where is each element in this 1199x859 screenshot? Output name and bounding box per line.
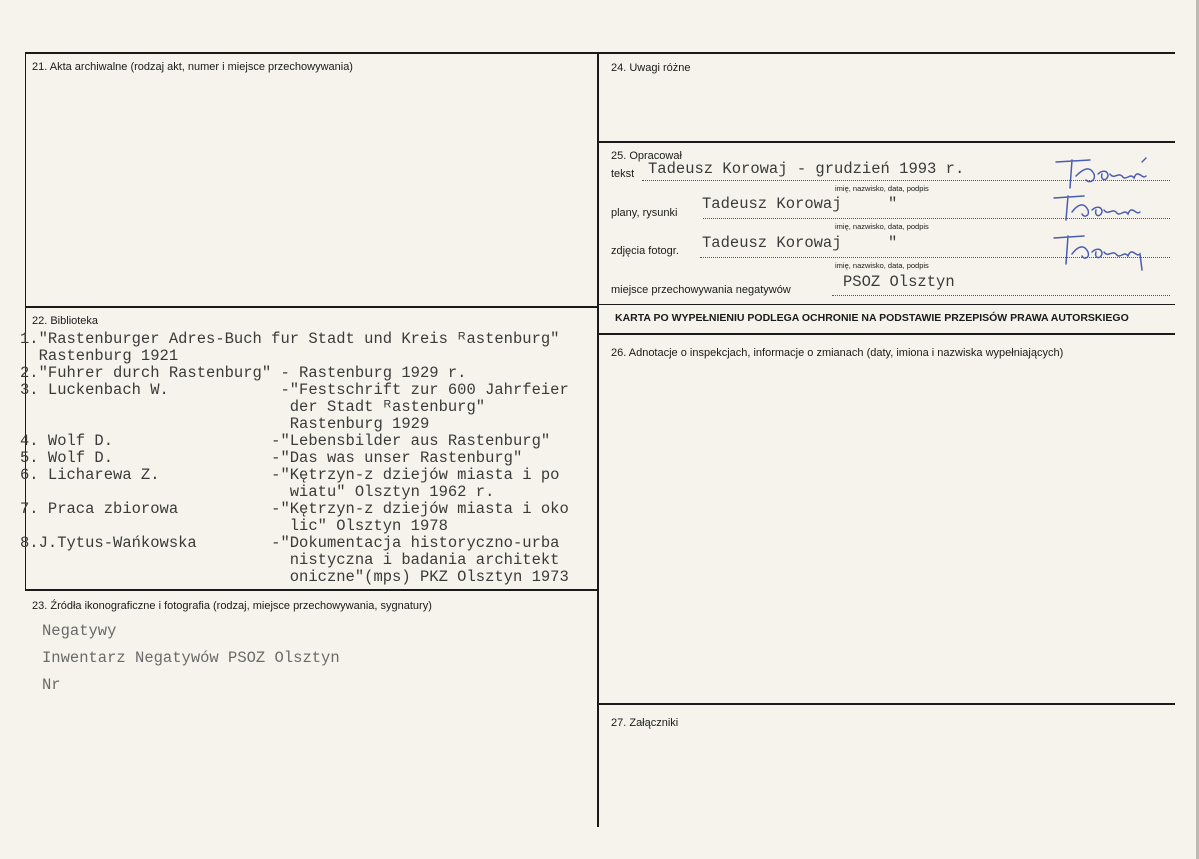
- library-entry-line: oniczne"(mps) PKZ Olsztyn 1973: [20, 568, 569, 586]
- library-entry-line: 8.J.Tytus-Wańkowska -"Dokumentacja historyczno-urba: [20, 534, 560, 552]
- section-24-label: 24. Uwagi różne: [611, 62, 691, 74]
- negatives-location-label: miejsce przechowywania negatywów: [611, 284, 791, 296]
- plany-caption: imię, nazwisko, data, podpis: [835, 222, 929, 231]
- library-entry-line: wiatu" Olsztyn 1962 r.: [20, 483, 495, 501]
- zdjecia-value: Tadeusz Korowaj ": [702, 234, 898, 252]
- signature-zdjecia: [1048, 228, 1148, 274]
- plany-value: Tadeusz Korowaj ": [702, 195, 898, 213]
- section-23-label: 23. Źródła ikonograficzne i fotografia (rodzaj, miejsce przechowywania, sygnatury): [32, 600, 432, 612]
- library-entry-line: Rastenburg 1921: [20, 347, 179, 365]
- right-divider-25-notice: [598, 304, 1175, 305]
- library-entry-line: 1."Rastenburger Adres-Buch fur Stadt und Kreis ᴿastenburg": [20, 331, 560, 348]
- photo-source-line-3: Nr: [42, 676, 61, 694]
- tekst-caption: imię, nazwisko, data, podpis: [835, 184, 929, 193]
- library-entry-line: der Stadt ᴿastenburg": [20, 398, 486, 416]
- tekst-value: Tadeusz Korowaj - grudzień 1993 r.: [648, 160, 965, 178]
- library-entry-line: 5. Wolf D. -"Das was unser Rastenburg": [20, 449, 523, 467]
- tekst-label: tekst: [611, 168, 635, 180]
- signature-tekst: [1050, 150, 1160, 192]
- right-divider-24-25: [598, 141, 1175, 143]
- library-entry-line: nistyczna i badania architekt: [20, 551, 560, 569]
- plany-label: plany, rysunki: [611, 207, 678, 219]
- library-entry-line: lic" Olsztyn 1978: [20, 517, 448, 535]
- right-divider-26-27: [598, 703, 1175, 705]
- left-divider-22-23: [25, 589, 598, 591]
- signature-plany: [1048, 190, 1148, 224]
- copyright-notice: KARTA PO WYPEŁNIENIU PODLEGA OCHRONIE NA PODSTAWIE PRZEPISÓW PRAWA AUTORSKIEGO: [615, 312, 1129, 324]
- left-divider-21-22: [25, 306, 598, 308]
- library-entry-line: Rastenburg 1929: [20, 415, 430, 433]
- section-21-label: 21. Akta archiwalne (rodzaj akt, numer i miejsce przechowywania): [32, 61, 353, 73]
- section-25-label: 25. Opracował: [611, 150, 682, 162]
- library-entry-line: 2."Fuhrer durch Rastenburg" - Rastenburg 1929 r.: [20, 364, 467, 382]
- negatives-line: [832, 295, 1170, 296]
- library-list: [20, 331, 598, 589]
- zdjecia-caption: imię, nazwisko, data, podpis: [835, 261, 929, 270]
- library-entry-line: 4. Wolf D. -"Lebensbilder aus Rastenburg": [20, 432, 551, 450]
- negatives-location-value: PSOZ Olsztyn: [843, 273, 955, 291]
- section-27-label: 27. Załączniki: [611, 717, 679, 729]
- library-entry-line: 3. Luckenbach W. -"Festschrift zur 600 Jahrfeier: [20, 381, 569, 399]
- section-26-label: 26. Adnotacje o inspekcjach, informacje o zmianach (daty, imiona i nazwiska wypełniających): [611, 347, 1064, 359]
- section-22-label: 22. Biblioteka: [32, 315, 99, 327]
- photo-source-line-1: Negatywy: [42, 622, 117, 640]
- library-entry-line: 7. Praca zbiorowa -"Kętrzyn-z dziejów miasta i oko: [20, 500, 569, 518]
- zdjecia-label: zdjęcia fotogr.: [611, 245, 679, 257]
- top-border: [25, 52, 1175, 54]
- library-entry-line: 6. Licharewa Z. -"Kętrzyn-z dziejów miasta i po: [20, 466, 560, 484]
- photo-source-line-2: Inwentarz Negatywów PSOZ Olsztyn: [42, 649, 340, 667]
- right-divider-notice-26: [598, 333, 1175, 335]
